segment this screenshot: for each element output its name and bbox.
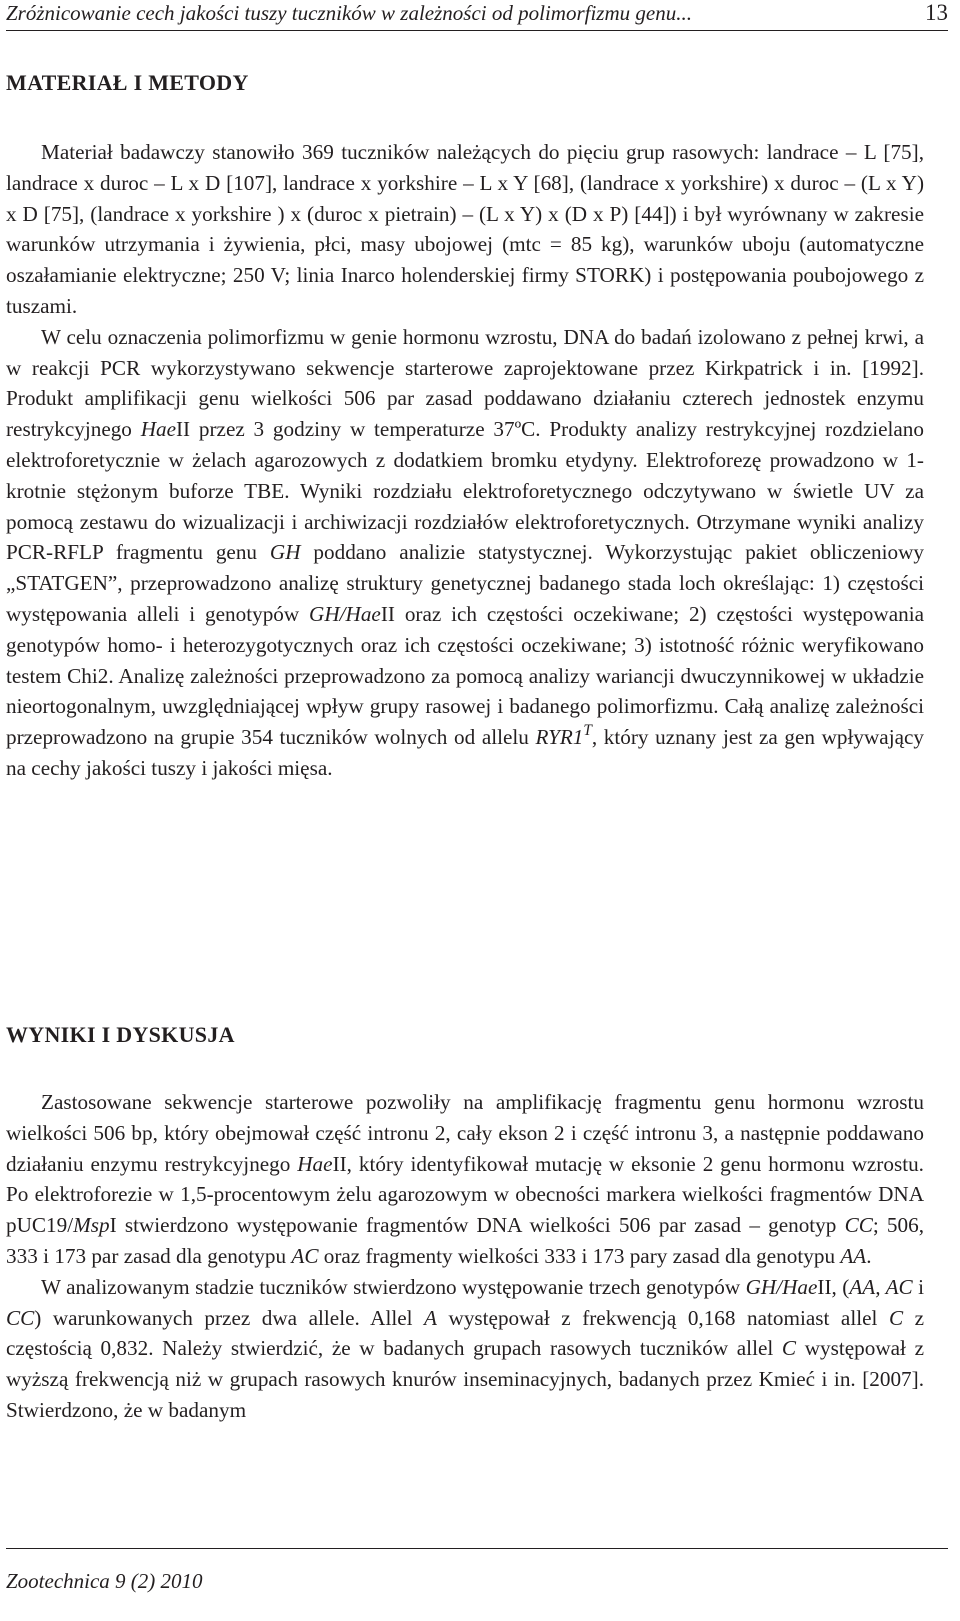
italic-term: Hae xyxy=(140,417,176,442)
paragraph: W celu oznaczenia polimorfizmu w genie hormonu wzrostu, DNA do badań izolowano z pełnej krwi, a w reakcji PCR wykorzystywano sekwencje starterowe zaprojektowane przez Kirkpatrick i in. [1992]. Produkt amplifikacji genu wielkości 506 par zasad poddawano działaniu czterech jednostek enzymu restrykcyjnego HaeII przez 3 godziny w temperaturze 37ºC. Produkty analizy restrykcyjnej rozdzielano elektroforetycznie w żelach agarozowych z dodatkiem bromku etydyny. Elektroforezę prowadzono w 1-krotnie stężonym buforze TBE. Wyniki rozdziału elektroforetycznego odczytywano w świetle UV za pomocą zestawu do wizualizacji i archiwizacji rozdziałów elektroforetycznych. Otrzymane wyniki analizy PCR-RFLP fragmentu genu GH poddano analizie statystycznej. Wykorzystując pakiet obliczeniowy „STATGEN”, przeprowadzono analizę struktury genetycznej badanego stada loch określając: 1) częstości występowania alleli i genotypów GH/HaeII oraz ich częstości oczekiwane; 2) częstości występowania genotypów homo- i heterozygotycznych oraz ich częstości oczekiwane; 3) istotność różnic weryfikowano testem Chi2. Analizę zależności przeprowadzono za pomocą analizy wariancji dwuczynnikowej w układzie nieortogonalnym, uwzględniającej wpływ grupy rasowej i badanego polimorfizmu. Całą analizę zależności przeprowadzono na grupie 354 tuczników wolnych od allelu $RYR1^T$, który uznany jest za gen wpływający na cechy jakości tuszy i jakości mięsa. xyxy=(6,324,925,780)
italic-term: GH/Hae xyxy=(745,1274,818,1299)
section-heading-materials: MATERIAŁ I METODY xyxy=(6,70,249,95)
italic-term: GH xyxy=(269,540,301,565)
journal-citation: Zootechnica 9 (2) 2010 xyxy=(6,1569,203,1593)
running-header xyxy=(6,0,948,31)
italic-term: CC xyxy=(844,1213,873,1238)
italic-term: AC xyxy=(291,1243,319,1268)
section-body-results xyxy=(6,1087,924,1426)
italic-term: CC xyxy=(6,1305,35,1330)
italic-term: AA xyxy=(840,1243,867,1268)
paragraph: W analizowanym stadzie tuczników stwierdzono występowanie trzech genotypów GH/HaeII, (AA, AC i CC) warunkowanych przez dwa allele. Allel A występował z frekwencją 0,168 natomiast allel C z częstością 0,832. Należy stwierdzić, że w badanych grupach rasowych tuczników allel C występował z wyższą frekwencją niż w grupach rasowych knurów inseminacyjnych, badanych przez Kmieć i in. [2007]. Stwierdzono, że w badanym xyxy=(6,1274,925,1422)
superscript-term: T xyxy=(583,721,592,739)
running-title: Zróżnicowanie cech jakości tuszy tuczników w zależności od polimorfizmu genu... xyxy=(6,1,692,25)
page-number: 13 xyxy=(925,0,948,25)
section-body-materials xyxy=(6,137,924,784)
italic-term: C xyxy=(781,1336,797,1361)
italic-term: RYR1 xyxy=(535,725,584,750)
italic-term: GH/Hae xyxy=(309,601,381,626)
italic-term: A xyxy=(424,1305,437,1330)
italic-term: AA, AC xyxy=(849,1274,913,1299)
section-heading-results: WYNIKI I DYSKUSJA xyxy=(6,1022,235,1047)
page-footer xyxy=(6,1548,948,1594)
paragraph: Materiał badawczy stanowiło 369 tuczników należących do pięciu grup rasowych: landrace – L [75], landrace x duroc – L x D [107], landrace x yorkshire – L x Y [68], (landrace x yorkshire) x duroc – (L x Y) x D [75], (landrace x yorkshire ) x (duroc x pietrain) – (L x Y) x (D x P) [44]) i był wyrównany w zakresie warunków utrzymania i żywienia, płci, masy ubojowej (mtc = 85 kg), warunków uboju (automatyczne oszałamianie elektryczne; 250 V; linia Inarco holenderskiej firmy STORK) i postępowania poubojowego z tuszami. xyxy=(6,140,924,318)
italic-term: C xyxy=(888,1305,904,1330)
italic-term: Msp xyxy=(73,1213,110,1238)
paragraph: Zastosowane sekwencje starterowe pozwoliły na amplifikację fragmentu genu hormonu wzrostu wielkości 506 bp, który obejmował część intronu 2, cały ekson 2 i część intronu 3, a następnie poddawano działaniu enzymu restrykcyjnego HaeII, który identyfikował mutację w eksonie 2 genu hormonu wzrostu. Po elektroforezie w 1,5-procentowym żelu agarozowym w obecności markera wielkości fragmentów DNA pUC19/MspI stwierdzono występowanie fragmentów DNA wielkości 506 par zasad – genotyp CC; 506, 333 i 173 par zasad dla genotypu AC oraz fragmenty wielkości 333 i 173 pary zasad dla genotypu AA. xyxy=(6,1090,924,1268)
italic-term: Hae xyxy=(297,1151,333,1176)
